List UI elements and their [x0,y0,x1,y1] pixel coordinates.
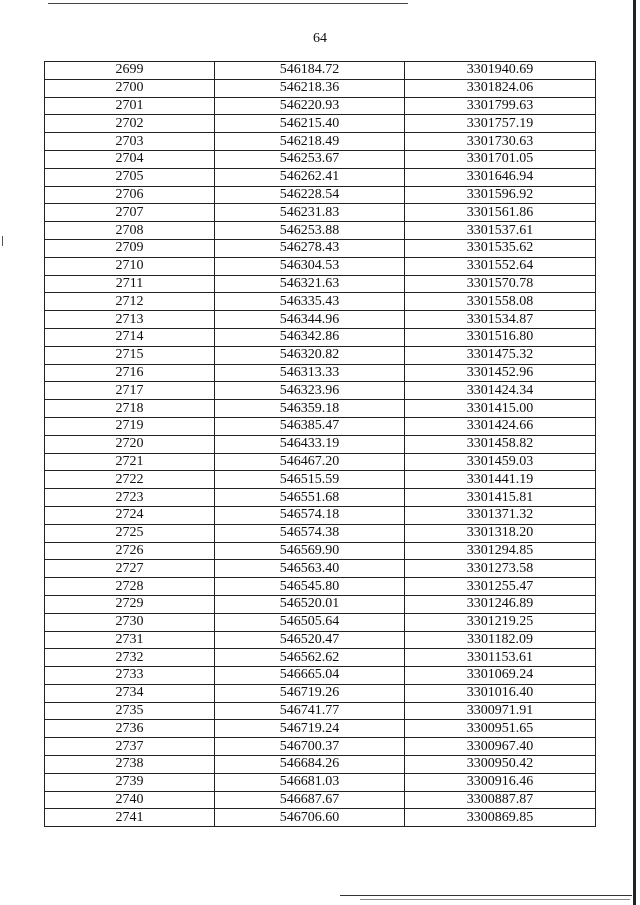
point-number-cell: 2736 [45,720,215,738]
y-coordinate-cell: 3300951.65 [405,720,596,738]
x-coordinate-cell: 546574.18 [215,506,405,524]
y-coordinate-cell: 3300916.46 [405,773,596,791]
point-number-cell: 2741 [45,809,215,827]
point-number-cell: 2708 [45,222,215,240]
y-coordinate-cell: 3301534.87 [405,311,596,329]
x-coordinate-cell: 546321.63 [215,275,405,293]
table-row [45,489,596,507]
x-coordinate-cell: 546335.43 [215,293,405,311]
x-coordinate-cell: 546278.43 [215,239,405,257]
y-coordinate-cell: 3301475.32 [405,346,596,364]
top-rule [48,3,408,4]
table-row [45,79,596,97]
x-coordinate-cell: 546563.40 [215,560,405,578]
point-number-cell: 2720 [45,435,215,453]
y-coordinate-cell: 3300950.42 [405,756,596,774]
table-row [45,756,596,774]
point-number-cell: 2725 [45,524,215,542]
table-row [45,720,596,738]
table-row [45,684,596,702]
table-row [45,417,596,435]
point-number-cell: 2704 [45,150,215,168]
table-row [45,560,596,578]
point-number-cell: 2719 [45,417,215,435]
y-coordinate-cell: 3301799.63 [405,97,596,115]
table-row [45,257,596,275]
y-coordinate-cell: 3301537.61 [405,222,596,240]
point-number-cell: 2706 [45,186,215,204]
table-row [45,400,596,418]
x-coordinate-cell: 546231.83 [215,204,405,222]
point-number-cell: 2699 [45,62,215,80]
table-row [45,133,596,151]
point-number-cell: 2722 [45,471,215,489]
point-number-cell: 2718 [45,400,215,418]
table-row [45,773,596,791]
point-number-cell: 2721 [45,453,215,471]
x-coordinate-cell: 546505.64 [215,613,405,631]
point-number-cell: 2727 [45,560,215,578]
y-coordinate-cell: 3301535.62 [405,239,596,257]
y-coordinate-cell: 3301940.69 [405,62,596,80]
bottom-rule [340,895,632,896]
point-number-cell: 2702 [45,115,215,133]
y-coordinate-cell: 3301561.86 [405,204,596,222]
point-number-cell: 2732 [45,649,215,667]
table-row [45,328,596,346]
table-row [45,168,596,186]
x-coordinate-cell: 546719.26 [215,684,405,702]
point-number-cell: 2726 [45,542,215,560]
y-coordinate-cell: 3301069.24 [405,667,596,685]
y-coordinate-cell: 3301153.61 [405,649,596,667]
x-coordinate-cell: 546515.59 [215,471,405,489]
y-coordinate-cell: 3301371.32 [405,506,596,524]
table-row [45,453,596,471]
point-number-cell: 2739 [45,773,215,791]
point-number-cell: 2700 [45,79,215,97]
x-coordinate-cell: 546719.24 [215,720,405,738]
point-number-cell: 2715 [45,346,215,364]
point-number-cell: 2723 [45,489,215,507]
scan-mark [2,236,3,246]
x-coordinate-cell: 546220.93 [215,97,405,115]
point-number-cell: 2733 [45,667,215,685]
table-row [45,595,596,613]
y-coordinate-cell: 3301459.03 [405,453,596,471]
x-coordinate-cell: 546467.20 [215,453,405,471]
page-edge-shadow [633,0,636,905]
point-number-cell: 2716 [45,364,215,382]
table-row [45,239,596,257]
y-coordinate-cell: 3301730.63 [405,133,596,151]
y-coordinate-cell: 3301452.96 [405,364,596,382]
table-row [45,311,596,329]
table-row [45,97,596,115]
y-coordinate-cell: 3301570.78 [405,275,596,293]
point-number-cell: 2711 [45,275,215,293]
point-number-cell: 2738 [45,756,215,774]
y-coordinate-cell: 3301246.89 [405,595,596,613]
x-coordinate-cell: 546700.37 [215,738,405,756]
x-coordinate-cell: 546574.38 [215,524,405,542]
point-number-cell: 2703 [45,133,215,151]
point-number-cell: 2705 [45,168,215,186]
table-row [45,809,596,827]
y-coordinate-cell: 3301757.19 [405,115,596,133]
x-coordinate-cell: 546359.18 [215,400,405,418]
y-coordinate-cell: 3300869.85 [405,809,596,827]
table-row [45,613,596,631]
y-coordinate-cell: 3301516.80 [405,328,596,346]
x-coordinate-cell: 546681.03 [215,773,405,791]
x-coordinate-cell: 546520.47 [215,631,405,649]
coordinates-table-body [45,62,596,827]
y-coordinate-cell: 3301596.92 [405,186,596,204]
y-coordinate-cell: 3301294.85 [405,542,596,560]
y-coordinate-cell: 3301824.06 [405,79,596,97]
y-coordinate-cell: 3300971.91 [405,702,596,720]
bottom-rule-secondary [360,899,630,900]
table-row [45,222,596,240]
point-number-cell: 2701 [45,97,215,115]
page-number: 64 [313,31,327,46]
y-coordinate-cell: 3301182.09 [405,631,596,649]
y-coordinate-cell: 3301415.81 [405,489,596,507]
y-coordinate-cell: 3300967.40 [405,738,596,756]
x-coordinate-cell: 546262.41 [215,168,405,186]
point-number-cell: 2734 [45,684,215,702]
x-coordinate-cell: 546562.62 [215,649,405,667]
y-coordinate-cell: 3301701.05 [405,150,596,168]
y-coordinate-cell: 3301441.19 [405,471,596,489]
table-row [45,578,596,596]
table-row [45,435,596,453]
table-row [45,631,596,649]
point-number-cell: 2735 [45,702,215,720]
table-row [45,204,596,222]
y-coordinate-cell: 3301458.82 [405,435,596,453]
point-number-cell: 2730 [45,613,215,631]
y-coordinate-cell: 3301558.08 [405,293,596,311]
table-row [45,382,596,400]
x-coordinate-cell: 546687.67 [215,791,405,809]
y-coordinate-cell: 3301318.20 [405,524,596,542]
point-number-cell: 2714 [45,328,215,346]
point-number-cell: 2740 [45,791,215,809]
y-coordinate-cell: 3301552.64 [405,257,596,275]
table-row [45,649,596,667]
table-row [45,738,596,756]
point-number-cell: 2728 [45,578,215,596]
y-coordinate-cell: 3301424.34 [405,382,596,400]
x-coordinate-cell: 546253.88 [215,222,405,240]
table-row [45,506,596,524]
x-coordinate-cell: 546184.72 [215,62,405,80]
table-row [45,186,596,204]
x-coordinate-cell: 546684.26 [215,756,405,774]
y-coordinate-cell: 3301255.47 [405,578,596,596]
point-number-cell: 2713 [45,311,215,329]
x-coordinate-cell: 546253.67 [215,150,405,168]
x-coordinate-cell: 546551.68 [215,489,405,507]
table-row [45,62,596,80]
table-row [45,364,596,382]
point-number-cell: 2712 [45,293,215,311]
point-number-cell: 2717 [45,382,215,400]
point-number-cell: 2709 [45,239,215,257]
coordinates-table-container [44,61,595,827]
x-coordinate-cell: 546741.77 [215,702,405,720]
table-row [45,542,596,560]
x-coordinate-cell: 546218.49 [215,133,405,151]
table-row [45,346,596,364]
point-number-cell: 2729 [45,595,215,613]
x-coordinate-cell: 546342.86 [215,328,405,346]
y-coordinate-cell: 3301219.25 [405,613,596,631]
x-coordinate-cell: 546433.19 [215,435,405,453]
y-coordinate-cell: 3300887.87 [405,791,596,809]
y-coordinate-cell: 3301415.00 [405,400,596,418]
x-coordinate-cell: 546323.96 [215,382,405,400]
x-coordinate-cell: 546665.04 [215,667,405,685]
table-row [45,293,596,311]
table-row [45,150,596,168]
x-coordinate-cell: 546313.33 [215,364,405,382]
x-coordinate-cell: 546215.40 [215,115,405,133]
table-row [45,275,596,293]
x-coordinate-cell: 546520.01 [215,595,405,613]
x-coordinate-cell: 546228.54 [215,186,405,204]
point-number-cell: 2737 [45,738,215,756]
table-row [45,702,596,720]
y-coordinate-cell: 3301016.40 [405,684,596,702]
x-coordinate-cell: 546385.47 [215,417,405,435]
y-coordinate-cell: 3301646.94 [405,168,596,186]
x-coordinate-cell: 546320.82 [215,346,405,364]
y-coordinate-cell: 3301273.58 [405,560,596,578]
table-row [45,667,596,685]
table-row [45,524,596,542]
y-coordinate-cell: 3301424.66 [405,417,596,435]
point-number-cell: 2707 [45,204,215,222]
x-coordinate-cell: 546218.36 [215,79,405,97]
x-coordinate-cell: 546569.90 [215,542,405,560]
table-row [45,115,596,133]
point-number-cell: 2731 [45,631,215,649]
x-coordinate-cell: 546706.60 [215,809,405,827]
x-coordinate-cell: 546545.80 [215,578,405,596]
point-number-cell: 2710 [45,257,215,275]
point-number-cell: 2724 [45,506,215,524]
coordinates-table [44,61,596,827]
x-coordinate-cell: 546304.53 [215,257,405,275]
table-row [45,471,596,489]
table-row [45,791,596,809]
x-coordinate-cell: 546344.96 [215,311,405,329]
